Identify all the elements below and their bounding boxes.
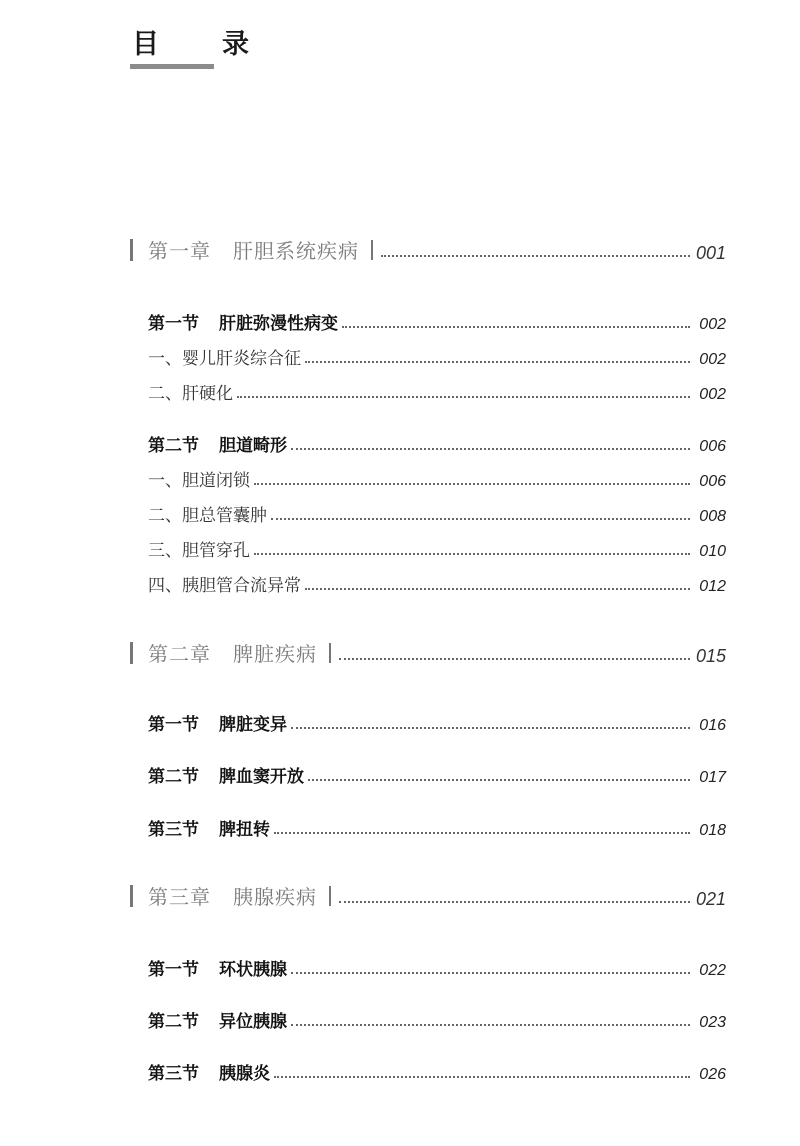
- section-title: 胆道畸形: [219, 436, 287, 456]
- section-number: 第三节: [148, 820, 199, 840]
- dot-leader: [339, 901, 690, 903]
- chapter-bar-left: [130, 885, 133, 907]
- toc-section[interactable]: [0, 759, 800, 787]
- chapter-number: 第二章: [148, 642, 211, 666]
- dot-leader: [305, 588, 690, 590]
- dot-leader: [381, 255, 690, 257]
- dot-leader: [274, 1076, 690, 1078]
- item-title: 三、胆管穿孔: [148, 541, 250, 561]
- toc-item[interactable]: [0, 568, 800, 596]
- section-title: 肝脏弥漫性病变: [219, 314, 338, 334]
- dot-leader: [291, 448, 690, 450]
- toc-chapter[interactable]: [0, 639, 800, 667]
- toc-chapter[interactable]: [0, 236, 800, 264]
- dot-leader: [291, 727, 690, 729]
- toc-item[interactable]: [0, 533, 800, 561]
- chapter-bar-right: [329, 643, 331, 663]
- item-title: 一、胆道闭锁: [148, 471, 250, 491]
- toc-section[interactable]: [0, 812, 800, 840]
- toc-item[interactable]: [0, 376, 800, 404]
- page-title: 目 录: [132, 29, 267, 60]
- page-number: 022: [699, 962, 726, 979]
- item-title: 二、胆总管囊肿: [148, 506, 267, 526]
- page-number: 006: [699, 473, 726, 490]
- toc-section[interactable]: [0, 1056, 800, 1084]
- dot-leader: [291, 1024, 690, 1026]
- page-number: 002: [699, 351, 726, 368]
- dot-leader: [339, 658, 690, 660]
- toc-section[interactable]: [0, 428, 800, 456]
- dot-leader: [254, 553, 690, 555]
- dot-leader: [342, 326, 690, 328]
- chapter-title: 脾脏疾病: [233, 642, 317, 666]
- page-number: 021: [695, 889, 726, 909]
- item-title: 四、胰胆管合流异常: [148, 576, 301, 596]
- section-number: 第二节: [148, 436, 199, 456]
- section-number: 第一节: [148, 314, 199, 334]
- page-number: 008: [699, 508, 726, 525]
- toc-item[interactable]: [0, 498, 800, 526]
- page-number: 023: [699, 1014, 726, 1031]
- chapter-title: 胰腺疾病: [233, 885, 317, 909]
- section-number: 第二节: [148, 1012, 199, 1032]
- page-number: 002: [699, 316, 726, 333]
- toc-section[interactable]: [0, 1004, 800, 1032]
- section-number: 第二节: [148, 767, 199, 787]
- section-title: 胰腺炎: [219, 1064, 270, 1084]
- dot-leader: [237, 396, 690, 398]
- chapter-bar-right: [329, 886, 331, 906]
- item-title: 一、婴儿肝炎综合征: [148, 349, 301, 369]
- chapter-title: 肝胆系统疾病: [233, 239, 359, 263]
- toc-section[interactable]: [0, 707, 800, 735]
- dot-leader: [254, 483, 690, 485]
- section-title: 脾血窦开放: [219, 767, 304, 787]
- section-number: 第三节: [148, 1064, 199, 1084]
- chapter-bar-left: [130, 642, 133, 664]
- page-number: 002: [699, 386, 726, 403]
- toc-section[interactable]: [0, 306, 800, 334]
- chapter-bar-left: [130, 239, 133, 261]
- dot-leader: [308, 779, 690, 781]
- toc-item[interactable]: [0, 341, 800, 369]
- item-title: 二、肝硬化: [148, 384, 233, 404]
- chapter-number: 第一章: [148, 239, 211, 263]
- section-number: 第一节: [148, 960, 199, 980]
- section-title: 异位胰腺: [219, 1012, 287, 1032]
- dot-leader: [305, 361, 690, 363]
- section-title: 脾脏变异: [219, 715, 287, 735]
- toc-item[interactable]: [0, 463, 800, 491]
- section-title: 环状胰腺: [219, 960, 287, 980]
- page-number: 012: [699, 578, 726, 595]
- page-number: 026: [699, 1066, 726, 1083]
- toc-section[interactable]: [0, 952, 800, 980]
- dot-leader: [274, 832, 690, 834]
- page-number: 006: [699, 438, 726, 455]
- page-number: 017: [699, 769, 726, 786]
- page-number: 010: [699, 543, 726, 560]
- section-title: 脾扭转: [219, 820, 270, 840]
- toc-chapter[interactable]: [0, 882, 800, 910]
- section-number: 第一节: [148, 715, 199, 735]
- chapter-bar-right: [371, 240, 373, 260]
- page-number: 015: [695, 646, 726, 666]
- page-number: 016: [699, 717, 726, 734]
- dot-leader: [291, 972, 690, 974]
- dot-leader: [271, 518, 690, 520]
- page-number: 001: [695, 243, 726, 263]
- page-number: 018: [699, 822, 726, 839]
- chapter-number: 第三章: [148, 885, 211, 909]
